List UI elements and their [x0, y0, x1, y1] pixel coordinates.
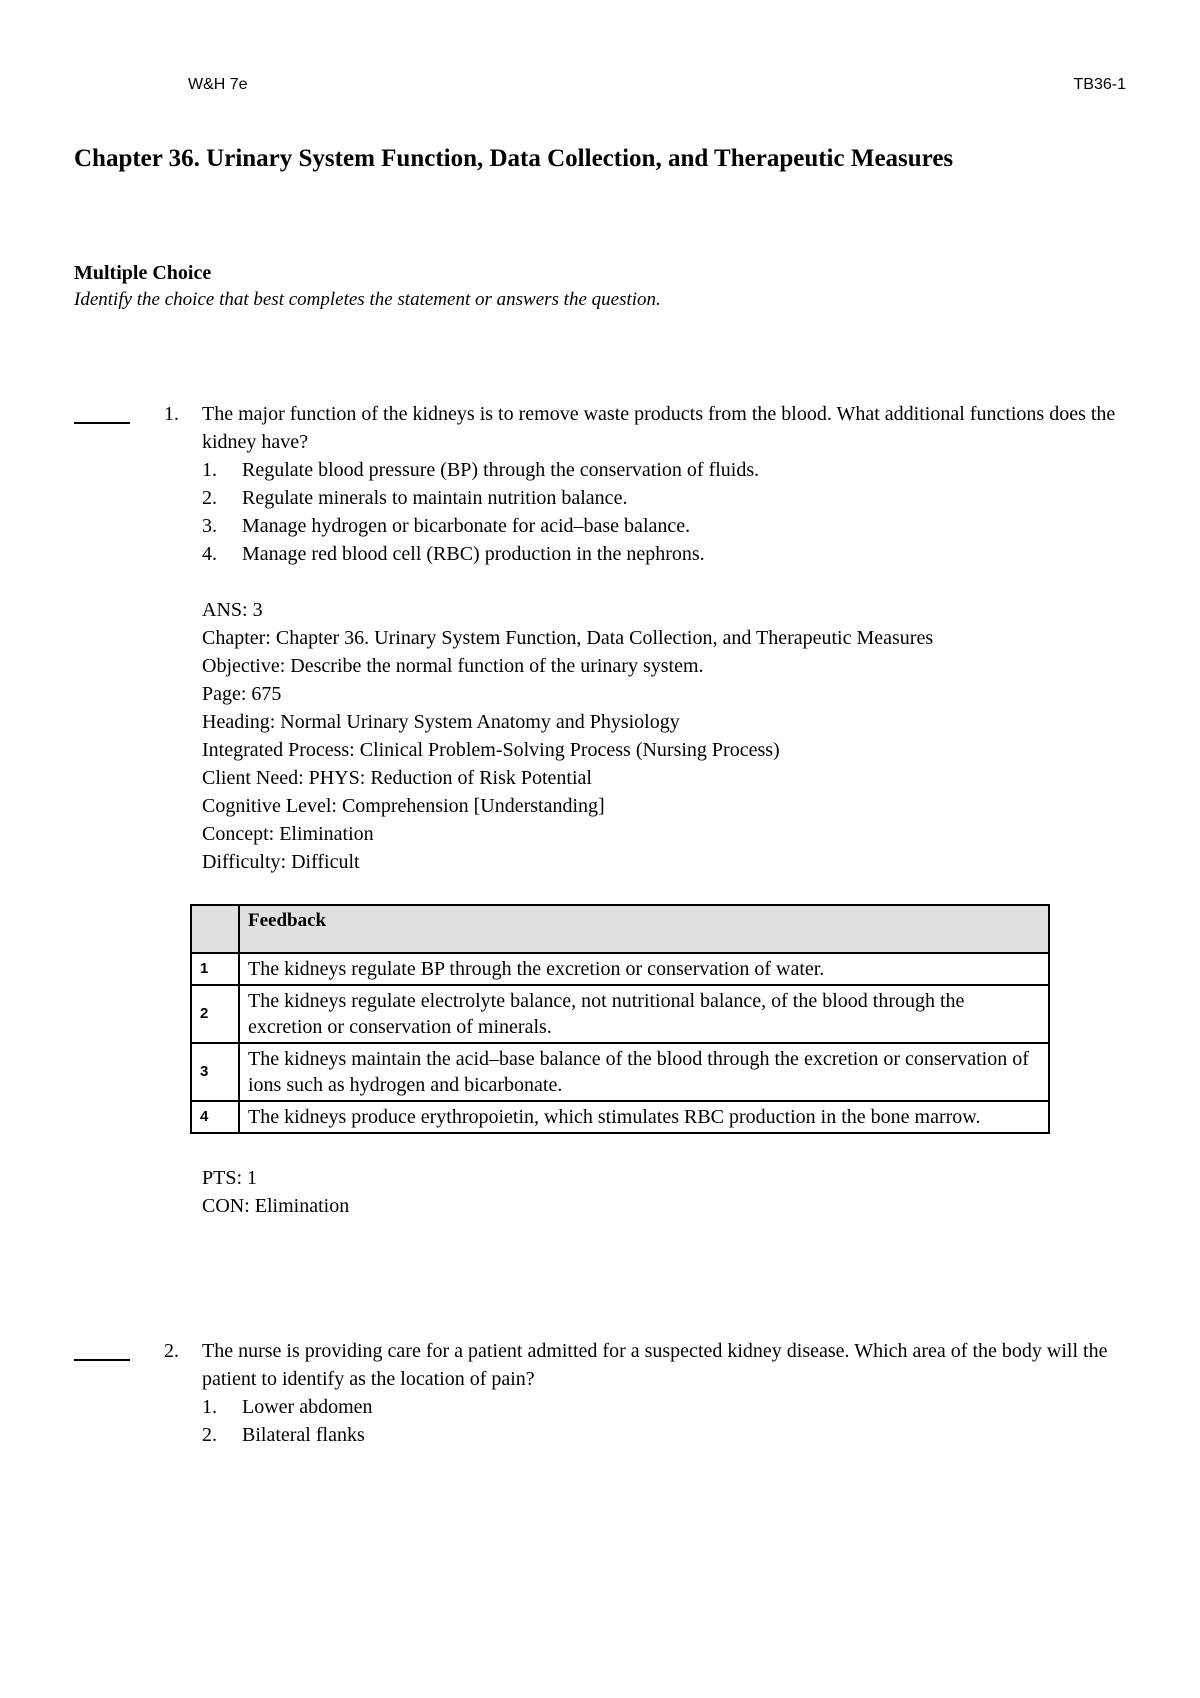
answer-blank[interactable] [74, 1359, 130, 1361]
feedback-row-number: 1 [191, 953, 239, 985]
choice-number: 2. [202, 487, 217, 509]
feedback-row [191, 1043, 1049, 1101]
choice-text: Regulate blood pressure (BP) through the conservation of fluids. [242, 459, 760, 481]
choice-text: Lower abdomen [242, 1396, 373, 1418]
choice-list [202, 1393, 1142, 1449]
feedback-row-text: The kidneys produce erythropoietin, which stimulates RBC production in the bone marrow. [239, 1101, 1049, 1133]
feedback-row [191, 953, 1049, 985]
choice-text: Manage hydrogen or bicarbonate for acid–base balance. [242, 515, 691, 537]
points: PTS: 1 [202, 1167, 258, 1189]
feedback-row-text: The kidneys regulate BP through the excretion or conservation of water. [239, 953, 1049, 985]
meta-objective: Objective: Describe the normal function of the urinary system. [202, 655, 704, 677]
running-header-right: TB36-1 [1073, 76, 1126, 93]
meta-difficulty: Difficulty: Difficult [202, 851, 360, 873]
choice-item [202, 1393, 1142, 1421]
meta-concept: Concept: Elimination [202, 823, 374, 845]
choice-text: Manage red blood cell (RBC) production in the nephrons. [242, 543, 705, 565]
choice-number: 4. [202, 543, 217, 565]
running-header-left: W&H 7e [188, 76, 248, 93]
section-heading: Multiple Choice [74, 262, 212, 284]
choice-item [202, 540, 1142, 568]
choice-item [202, 512, 1142, 540]
choice-item [202, 1421, 1142, 1449]
feedback-table [190, 904, 1050, 1134]
question-body [202, 1337, 1142, 1449]
choice-list [202, 456, 1142, 568]
question-number: 2. [164, 1340, 179, 1362]
question-stem: The major function of the kidneys is to remove waste products from the blood. What additional functions does the kidney have? [202, 403, 1116, 453]
choice-item [202, 456, 1142, 484]
feedback-row-number: 2 [191, 985, 239, 1043]
chapter-title: Chapter 36. Urinary System Function, Data Collection, and Therapeutic Measures [74, 145, 954, 172]
meta-client-need: Client Need: PHYS: Reduction of Risk Potential [202, 767, 592, 789]
meta-answer: ANS: 3 [202, 599, 263, 621]
feedback-row [191, 985, 1049, 1043]
choice-number: 2. [202, 1424, 217, 1446]
meta-integrated-process: Integrated Process: Clinical Problem-Solving Process (Nursing Process) [202, 739, 780, 761]
feedback-row [191, 1101, 1049, 1133]
choice-number: 1. [202, 459, 217, 481]
question-stem: The nurse is providing care for a patient admitted for a suspected kidney disease. Which area of the body will the patient to identify as the location of pain? [202, 1340, 1108, 1390]
section-instructions: Identify the choice that best completes the statement or answers the question. [74, 289, 661, 310]
feedback-row-text: The kidneys maintain the acid–base balance of the blood through the excretion or conservation of ions such as hydrogen and bicarbonate. [239, 1043, 1049, 1101]
question-number: 1. [164, 403, 179, 425]
choice-number: 3. [202, 515, 217, 537]
answer-blank[interactable] [74, 422, 130, 424]
concept-tag: CON: Elimination [202, 1195, 350, 1217]
feedback-row-text: The kidneys regulate electrolyte balance, not nutritional balance, of the blood through the excretion or conservation of minerals. [239, 985, 1049, 1043]
choice-number: 1. [202, 1396, 217, 1418]
question-body [202, 400, 1142, 1220]
feedback-header-row [191, 905, 1049, 953]
choice-item [202, 484, 1142, 512]
feedback-header: Feedback [239, 905, 1049, 953]
meta-cognitive-level: Cognitive Level: Comprehension [Understanding] [202, 795, 605, 817]
meta-chapter: Chapter: Chapter 36. Urinary System Function, Data Collection, and Therapeutic Measures [202, 627, 934, 649]
feedback-row-number: 4 [191, 1101, 239, 1133]
choice-text: Regulate minerals to maintain nutrition balance. [242, 487, 628, 509]
choice-text: Bilateral flanks [242, 1424, 365, 1446]
meta-heading: Heading: Normal Urinary System Anatomy and Physiology [202, 711, 680, 733]
feedback-row-number: 3 [191, 1043, 239, 1101]
answer-metadata [202, 596, 1142, 876]
meta-page: Page: 675 [202, 683, 282, 705]
